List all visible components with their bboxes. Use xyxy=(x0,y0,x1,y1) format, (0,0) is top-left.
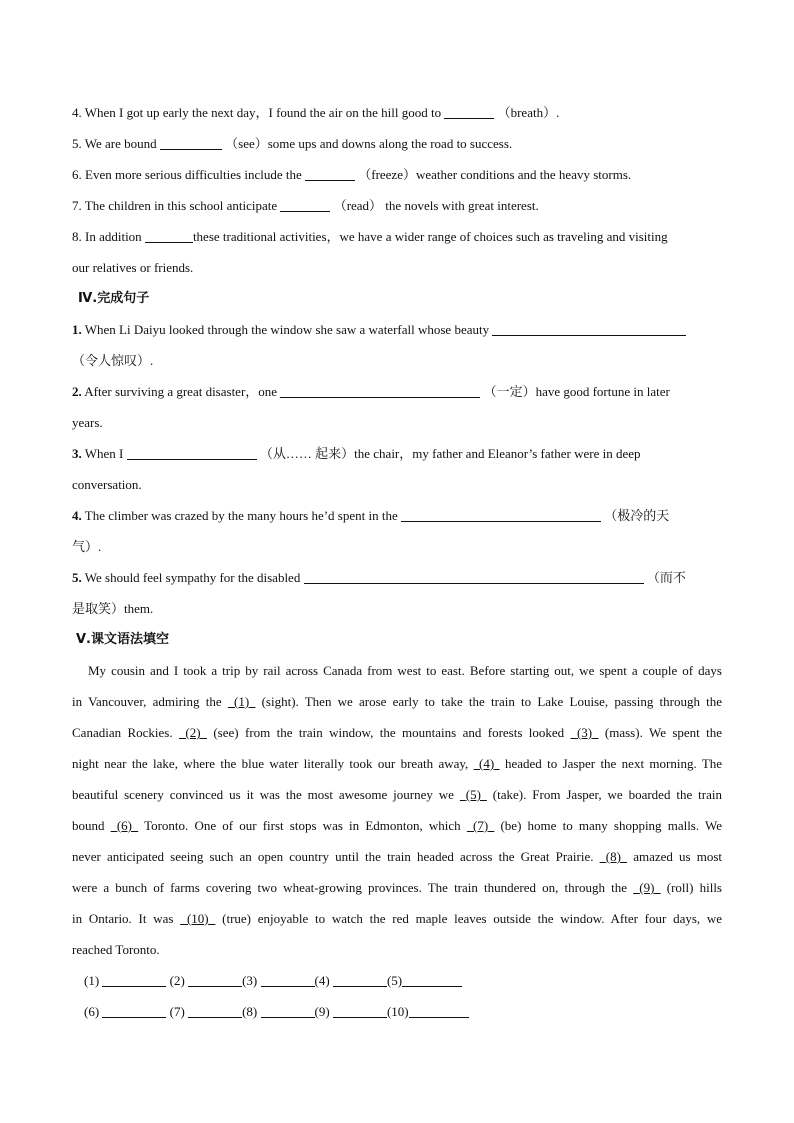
passage-line: night near the lake, where the blue water literally took our breath away, (4) headed to Jasper the next morning. The xyxy=(72,756,723,771)
blank-6[interactable]: (6) xyxy=(116,818,132,833)
sentence-3: 3. When I （从…… 起来）the chair，my father and Eleanor’s father were in deep xyxy=(72,446,641,461)
answer-blank[interactable] xyxy=(127,444,257,460)
sentence-1-cont: （令人惊叹）. xyxy=(72,353,154,368)
answer-row: (1) (2) (3) (4) (5) xyxy=(72,968,722,999)
passage-line: Canadian Rockies. (2) (see) from the train window, the mountains and forests looked (3) (mass). We spent the xyxy=(72,725,723,740)
answer-blank[interactable] xyxy=(305,165,355,181)
answer-blank[interactable] xyxy=(261,1002,315,1018)
sentence-3-cont: conversation. xyxy=(72,477,142,492)
sentence-2-cont: years. xyxy=(72,415,103,430)
answer-blank[interactable] xyxy=(102,1002,166,1018)
passage-line: in Vancouver, admiring the (1) (sight). Then we arose early to take the train to Lake Louise, passing through the xyxy=(72,694,723,709)
passage-line: were a bunch of farms covering two wheat-growing provinces. The train thundered on, through the (9) (roll) hills xyxy=(72,880,722,895)
exercise-5: 5. We are bound （see）some ups and downs along the road to success. xyxy=(72,136,513,151)
blank-2[interactable]: (2) xyxy=(185,725,201,740)
blank-5[interactable]: (5) xyxy=(465,787,481,802)
exercise-8: 8. In addition these traditional activities，we have a wider range of choices such as traveling and visiting xyxy=(72,229,668,244)
blank-10[interactable]: (10) xyxy=(186,911,209,926)
answer-blank[interactable] xyxy=(160,134,222,150)
blank-7[interactable]: (7) xyxy=(472,818,489,833)
blank-4[interactable]: (4) xyxy=(479,756,495,771)
passage-line: reached Toronto. xyxy=(72,942,160,957)
answer-row: (6) (7) (8) (9) (10) xyxy=(72,999,722,1030)
sentence-5-cont: 是取笑）them. xyxy=(72,601,154,616)
exercise-7: 7. The children in this school anticipate （read） the novels with great interest. xyxy=(72,198,539,213)
answer-blank[interactable] xyxy=(444,103,494,119)
passage-line: My cousin and I took a trip by rail across Canada from west to east. Before starting out, we spent a couple of days xyxy=(88,663,722,678)
answer-blank[interactable] xyxy=(402,971,462,987)
blank-3[interactable]: (3) xyxy=(576,725,593,740)
exercise-8-cont: our relatives or friends. xyxy=(72,260,194,275)
worksheet-page xyxy=(72,100,722,1030)
answer-blank[interactable] xyxy=(102,971,166,987)
answer-blank[interactable] xyxy=(188,1002,242,1018)
section-5-heading: Ⅴ.课文语法填空 xyxy=(76,632,169,647)
passage-line: beautiful scenery convinced us it was the most awesome journey we (5) (take). From Jasper, we boarded the train xyxy=(72,787,722,802)
passage-line: never anticipated seeing such an open country until the train headed across the Great Prairie. (8) amazed us most xyxy=(72,849,723,864)
answer-blank[interactable] xyxy=(492,320,686,336)
answer-blank[interactable] xyxy=(304,568,644,584)
sentence-2: 2. After surviving a great disaster，one （一定）have good fortune in later xyxy=(72,384,670,399)
passage-line: bound (6) Toronto. One of our first stops was in Edmonton, which (7) (be) home to many shopping malls. We xyxy=(72,818,723,833)
answer-blank[interactable] xyxy=(401,506,601,522)
sentence-1: 1. When Li Daiyu looked through the window she saw a waterfall whose beauty xyxy=(72,317,722,348)
answer-blank[interactable] xyxy=(333,1002,387,1018)
answer-blank[interactable] xyxy=(409,1002,469,1018)
answer-blank[interactable] xyxy=(333,971,387,987)
sentence-5: 5. We should feel sympathy for the disabled （而不 xyxy=(72,570,686,585)
blank-1[interactable]: (1) xyxy=(234,694,250,709)
sentence-4-cont: 气）. xyxy=(72,539,102,554)
section-4-heading: Ⅳ.完成句子 xyxy=(78,291,150,306)
answer-blank[interactable] xyxy=(188,971,242,987)
blank-8[interactable]: (8) xyxy=(605,849,621,864)
exercise-6: 6. Even more serious difficulties include the （freeze）weather conditions and the heavy storms. xyxy=(72,167,632,182)
answer-blank[interactable] xyxy=(280,382,480,398)
blank-9[interactable]: (9) xyxy=(639,880,655,895)
answer-blank[interactable] xyxy=(280,196,330,212)
answer-blank[interactable] xyxy=(145,227,193,243)
sentence-4: 4. The climber was crazed by the many hours he’d spent in the （极冷的天 xyxy=(72,508,670,523)
answer-blank[interactable] xyxy=(261,971,315,987)
passage-line: in Ontario. It was (10) (true) enjoyable to watch the red maple leaves outside the window. After four days, we xyxy=(72,911,723,926)
exercise-4: 4. When I got up early the next day，I found the air on the hill good to （breath）. xyxy=(72,105,560,120)
